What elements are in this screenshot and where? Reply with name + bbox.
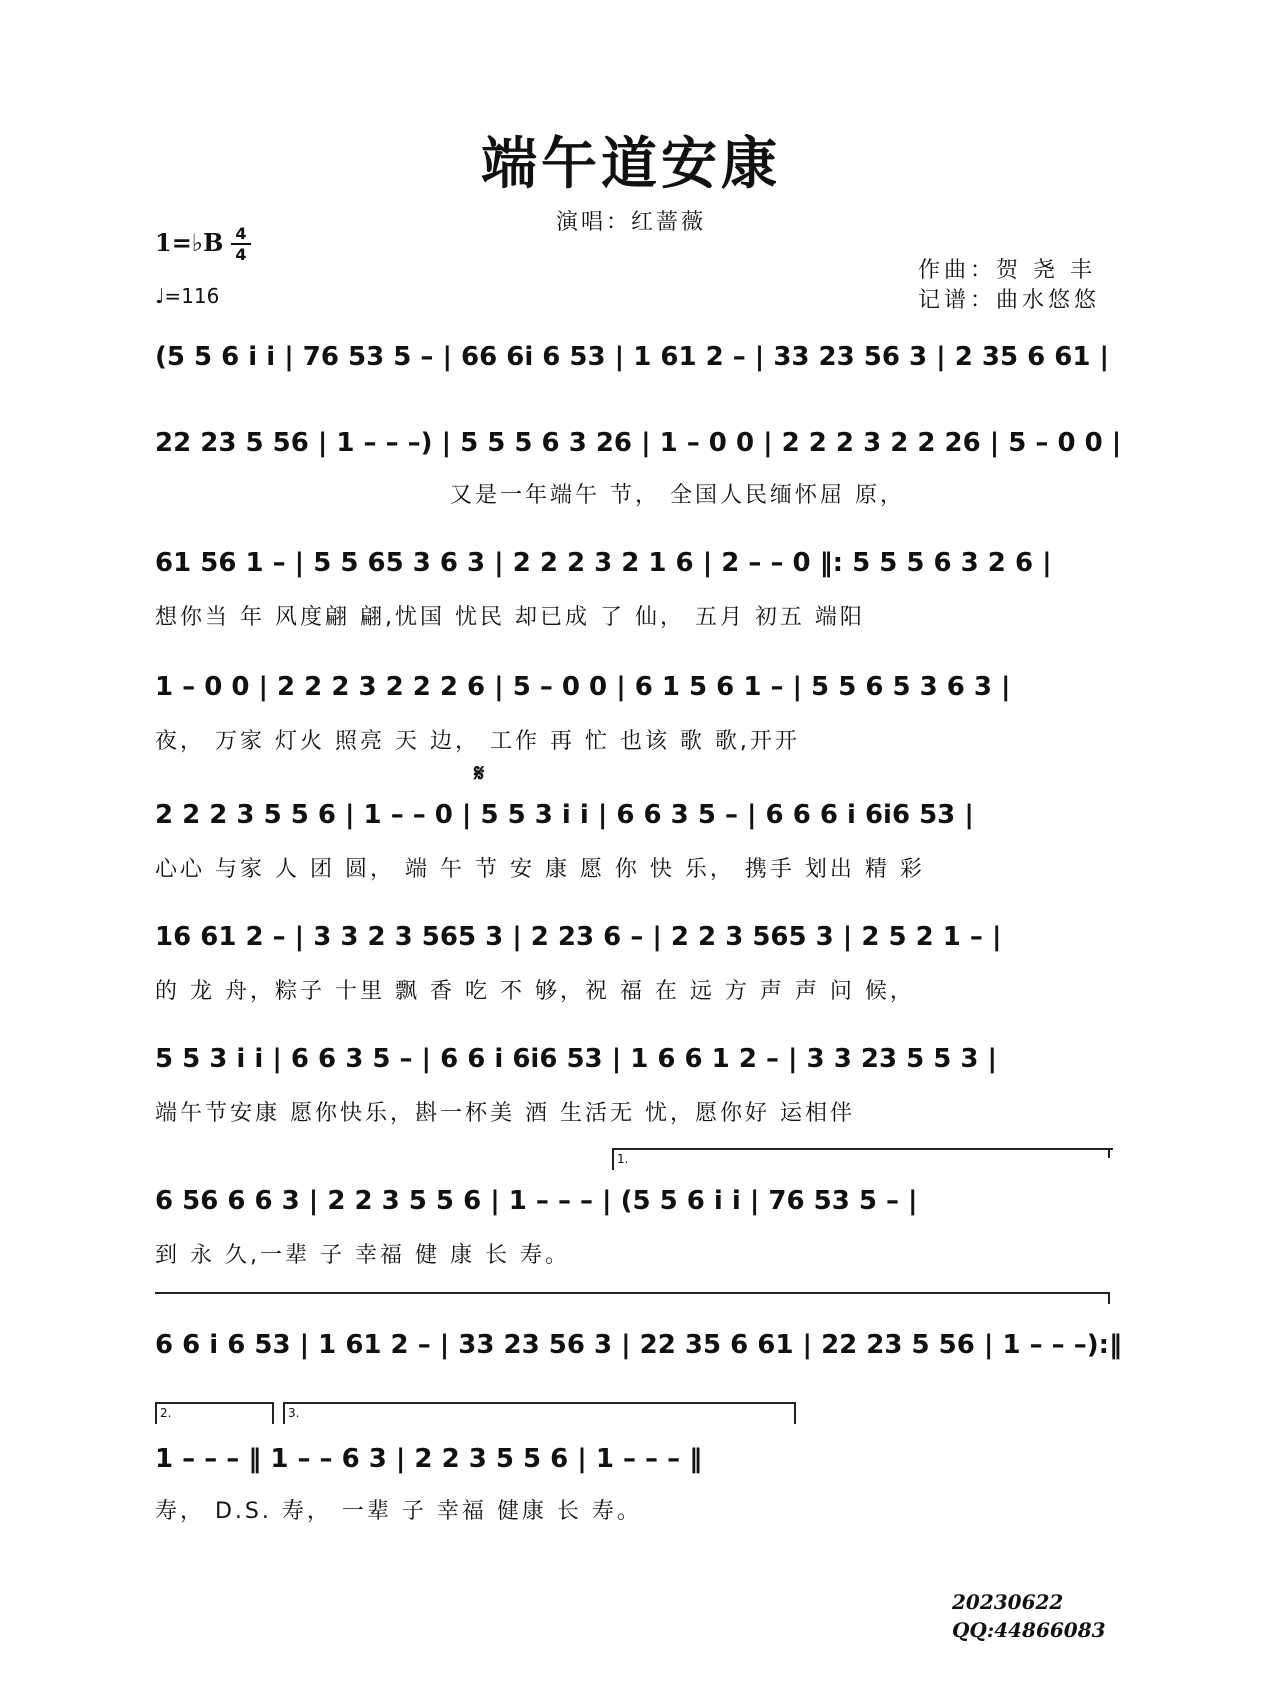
volta-1-continuation-tick — [1108, 1292, 1110, 1304]
score-row-4: 1 – 0 0 | 2 2 2 3 2 2 2 6 | 5 – 0 0 | 6 1 5 6 1 – | 5 5 6 5 3 6 3 | — [155, 672, 1011, 702]
score-row-3: 61 56 1 – | 5 5 65 3 6 3 | 2 2 2 3 2 1 6 | 2 – – 0 ‖: 5 5 5 6 3 2 6 | — [155, 548, 1052, 578]
score-row-2: 22 23 5 56 | 1 – – –) | 5 5 5 6 3 26 | 1 – 0 0 | 2 2 2 3 2 2 26 | 5 – 0 0 | — [155, 428, 1122, 458]
lyric-row-4: 夜， 万家 灯火 照亮 天 边， 工作 再 忙 也该 歌 歌,开开 — [155, 729, 800, 754]
segno-sign: 𝄋 — [474, 758, 485, 787]
time-numerator: 4 — [235, 224, 247, 243]
score-row-1: (5 5 6 i i | 76 53 5 – | 66 6i 6 53 | 1 61 2 – | 33 23 56 3 | 2 35 6 61 | — [155, 342, 1109, 372]
composer-credit: 作曲：贺 尧 丰 — [918, 258, 1096, 283]
score-row-6: 16 61 2 – | 3 3 2 3 565 3 | 2 23 6 – | 2 2 3 565 3 | 2 5 2 1 – | — [155, 922, 1002, 952]
footer-date: 20230622 — [952, 1590, 1064, 1614]
volta-2-bracket — [155, 1402, 274, 1424]
time-denominator: 4 — [235, 245, 247, 264]
volta-1-end-tick — [1108, 1148, 1110, 1158]
volta-3-label: 3. — [288, 1406, 300, 1420]
footer-qq: QQ:44866083 — [952, 1618, 1106, 1642]
score-row-7: 5 5 3 i i | 6 6 3 5 – | 6 6 i 6i6 53 | 1 6 6 1 2 – | 3 3 23 5 5 3 | — [155, 1044, 998, 1074]
tempo-marking: ♩=116 — [155, 284, 220, 308]
volta-3-bracket — [283, 1402, 796, 1424]
footer-stamp — [952, 1588, 1106, 1644]
key-signature: 1=♭B — [155, 228, 224, 257]
volta-1-label: 1. — [617, 1152, 629, 1166]
score-row-9: 6 6 i 6 53 | 1 61 2 – | 33 23 56 3 | 22 35 6 61 | 22 23 5 56 | 1 – – –):‖ — [155, 1330, 1122, 1360]
singer-credit: 演唱：红蔷薇 — [555, 210, 706, 235]
lyric-row-5: 心心 与家 人 团 圆， 端 午 节 安 康 愿 你 快 乐， 携手 划出 精 彩 — [155, 857, 925, 882]
volta-2-label: 2. — [160, 1406, 172, 1420]
score-row-8: 6 56 6 6 3 | 2 2 3 5 5 6 | 1 – – – | (5 5 6 i i | 76 53 5 – | — [155, 1186, 918, 1216]
lyric-row-3: 想你当 年 风度翩 翩,忧国 忧民 却已成 了 仙， 五月 初五 端阳 — [155, 605, 865, 630]
score-row-5: 2 2 2 3 5 5 6 | 1 – – 0 | 5 5 3 i i | 6 6 3 5 – | 6 6 6 i 6i6 53 | — [155, 800, 974, 830]
lyric-row-10: 寿， D.S. 寿， 一辈 子 幸福 健康 长 寿。 — [155, 1499, 642, 1524]
volta-1-bracket — [612, 1148, 1113, 1170]
lyric-row-8: 到 永 久,一辈 子 幸福 健 康 长 寿。 — [155, 1243, 570, 1268]
lyric-row-6: 的 龙 舟，粽子 十里 飘 香 吃 不 够，祝 福 在 远 方 声 声 问 候， — [155, 979, 915, 1004]
transcriber-credit: 记谱：曲水悠悠 — [918, 288, 1101, 313]
lyric-row-2: 又是一年端午 节， 全国人民缅怀屈 原， — [450, 483, 905, 508]
lyric-row-7: 端午节安康 愿你快乐，斟一杯美 酒 生活无 忧，愿你好 运相伴 — [155, 1101, 855, 1126]
credits-block — [918, 256, 1100, 316]
volta-1-continuation — [155, 1292, 1108, 1294]
score-row-10: 1 – – – ‖ 1 – – 6 3 | 2 2 3 5 5 6 | 1 – – – ‖ — [155, 1444, 703, 1474]
song-title: 端午道安康 — [481, 131, 781, 197]
time-signature — [231, 225, 251, 263]
